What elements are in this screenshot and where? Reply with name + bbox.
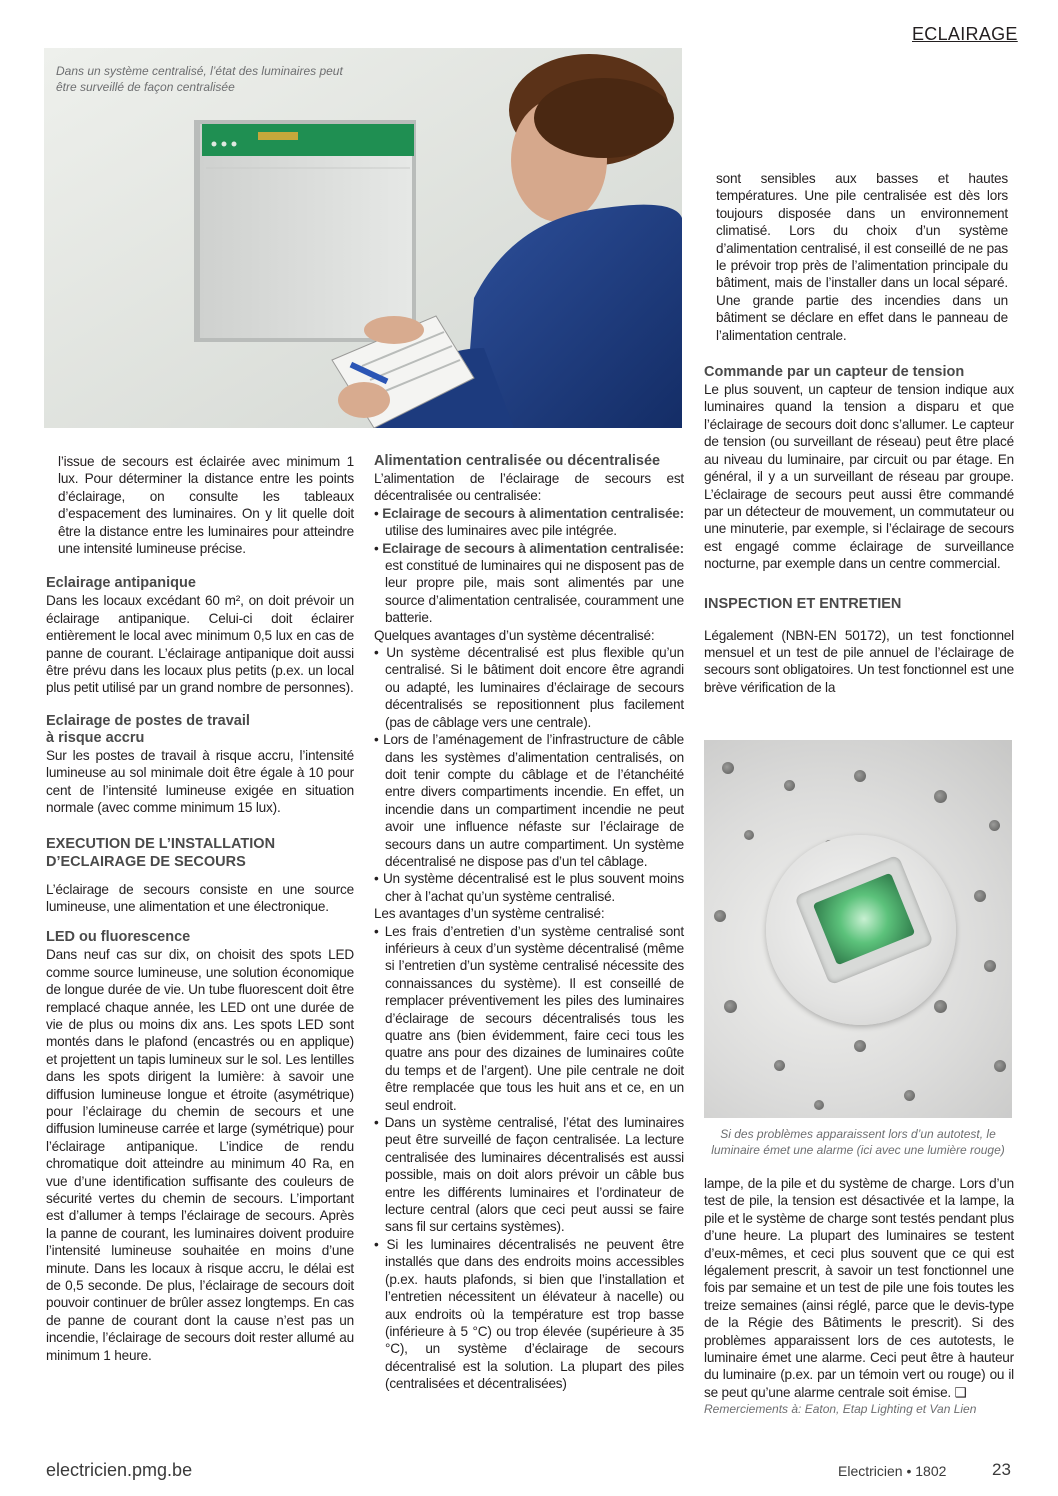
heading-antipanique: Eclairage antipanique [46, 575, 196, 592]
bullet-alim-2: • Eclairage de secours à alimentation centralisée: est constitué de luminaires qui ne disposent pas de leur propre pile, mais sont alimentés par une source d’alimentation centralisée, couramment une batterie. [374, 540, 684, 626]
column-2 [374, 453, 684, 1393]
bullet-alim-1: • Eclairage de secours à alimentation centralisée: utilise des luminaires avec pile intégrée. [374, 505, 684, 539]
bullet-dec-3-text: Un système décentralisé est le plus souvent moins cher à l’achat qu’un système centralisé. [382, 871, 684, 904]
para-execution: L’éclairage de secours consiste en une source lumineuse, une alimentation et une électronique. [46, 881, 354, 914]
para-decentralise: Quelques avantages d’un système décentralisé: [374, 627, 655, 643]
ceiling-hole [984, 960, 996, 972]
bullet-cen-2: • Dans un système centralisé, l’état des luminaires peut être surveillé de façon centralisée. La lecture centralisée des luminaires décentralisés est aussi possible, mais on doit alors prévoir un câble bus entre les différents luminaires et l’ordinateur de lecture central (alors que ceci peut aussi se faire sans fil sur certains systèmes). [374, 1115, 684, 1235]
col3-intro: sont sensibles aux basses et hautes températures. Une pile centralisée est dès lors toujours disposée dans un environnement climatisé. Lors du choix d’un système d’alimentation centralisé, il est conseillé de ne pas le prévoir trop près de l’alimentation principale du bâtiment, mais de l’installer dans un local séparé. Une grande partie des incendies dans un bâtiment se déclare en effet dans le panneau de l’alimentation centrale. [716, 171, 1008, 343]
para-antipanique: Dans les locaux excédant 60 m², on doit prévoir un éclairage antipanique. Celui-ci doit éclairer entièrement le local avec minimum 0,5 lux en cas de panne de courant. L’éclairage antipanique doit aussi être prévu dans les locaux plus petits (p.ex. un local plus petit utilisé par un grand nombre de personnes). [46, 593, 354, 696]
bullet-dec-1-text: Un système décentralisé est plus flexible qu’un centralisé. Si le bâtiment doit encore être agrandi ou adapté, les luminaires d’éclairage de secours décentralisés se repositionnent plus facilement (pas de câblage vers une centrale). [385, 645, 684, 730]
photo2-caption: Si des problèmes apparaissent lors d’un autotest, le luminaire émet une alarme (ici avec une lumière rouge) [711, 1127, 1005, 1157]
para-centralise: Les avantages d’un système centralisé: [374, 906, 605, 922]
ceiling-hole [934, 1000, 947, 1013]
bullet-alim-2-text: est constitué de luminaires qui ne disposent pas de leur propre pile, mais sont alimentés par une source d’alimentation centralisée, couramment une batterie. [385, 558, 684, 626]
ceiling-hole [724, 1000, 737, 1013]
bullet-dec-1: • Un système décentralisé est plus flexible qu’un centralisé. Si le bâtiment doit encore être agrandi ou adapté, les luminaires d’éclairage de secours décentralisés se repositionnent plus facilement (pas de câblage vers une centrale). [374, 645, 684, 730]
para-led: Dans neuf cas sur dix, on choisit des spots LED comme source lumineuse, une solution économique de longue durée de vie. Un tube fluorescent doit être remplacé chaque année, les LED ont une durée de vie de plus ou moins dix ans. Les spots LED sont montés dans le plafond (encastrés ou en applique) et projettent un tapis lumineux sur le sol. Les lentilles dans les spots dirigent la lumière: à savoir une diffusion lumineuse longue et étroite (asymétrique) pour l’éclairage du chemin de secours et une diffusion lumineuse carrée et large (symétrique) pour l’éclairage antipanique. L’indice de rendu chromatique doit atteindre au minimum 40 Ra, en vue d’une identification suffisante des couleurs de sécurité vertes du chemin de secours. L’important est d’allumer à temps l’éclairage de secours. Après la panne de courant, les luminaires doivent produire l’intensité lumineuse souhaitée en moins d’une minute. Dans les locaux à risque accru, le délai est de 0,5 seconde. De plus, l’éclairage de secours doit pouvoir continuer de brûler assez longtemps. En cas de panne de courant dont la cause n’est pas un incendie, l’éclairage de secours doit rester allumé au minimum 1 heure. [46, 947, 354, 1363]
column-1 [46, 453, 354, 1364]
para-inspection: Légalement (NBN-EN 50172), un test fonctionnel mensuel et un test de pile annuel de l’éclairage de secours sont obligatoires. Un test fonctionnel est une brève vérification de la [704, 627, 1014, 695]
ceiling-hole [904, 1090, 915, 1101]
column-3-bottom [704, 1175, 1014, 1417]
ceiling-hole [722, 762, 734, 774]
bullet-cen-1-text: Les frais d’entretien d’un système centralisé sont inférieurs à ceux d’un système décentralisé (même si l’entretien d’un système centralisé nécessite des connaissances du système). Il est conseillé de remplacer préventivement les piles des luminaires d’éclairage de secours décentralisés tous les quatre ans (bien évidemment, faire ceci tous les quatre ans pour des dizaines de luminaires coûte du temps et de l’argent). Une pile centrale ne doit être remplacée que tous les huit ans et ce, en un seul endroit. [384, 923, 684, 1113]
photo-central-monitoring [44, 48, 682, 428]
para-final [704, 1175, 1014, 1401]
photo1-caption: Dans un système centralisé, l’état des luminaires peut être surveillé de façon centralisée [56, 64, 343, 94]
bullet-dec-2-text: Lors de l’aménagement de l’infrastructure de câble dans les systèmes d’alimentation centralisés, on doit tenir compte du câblage et de l’étanchéité entre divers compartiments incendie. En effet, un incendie dans un compartiment incendie ne peut avoir une influence néfaste sur l’éclairage de secours dans un autre compartiment. Un système décentralisé ne dispose pas d’un tel câblage. [383, 732, 684, 869]
page-number: 23 [992, 1460, 1011, 1479]
bullet-dec-2: • Lors de l’aménagement de l’infrastructure de câble dans les systèmes d’alimentation centralisés, on doit tenir compte du câblage et de l’étanchéité entre divers compartiments incendie. En effet, un incendie dans un compartiment incendie ne peut avoir une influence néfaste sur l’éclairage de secours dans un autre compartiment. Un système décentralisé ne dispose pas d’un tel câblage. [374, 732, 684, 869]
photo-ceiling-luminaire [704, 740, 1012, 1118]
heading-execution-1: EXECUTION DE L’INSTALLATION [46, 835, 276, 852]
heading-execution-2: D’ECLAIRAGE DE SECOURS [46, 853, 246, 870]
heading-inspection: INSPECTION ET ENTRETIEN [704, 595, 902, 612]
end-mark: ❑ [954, 1384, 967, 1400]
ceiling-hole [854, 1040, 866, 1052]
ceiling-hole [974, 890, 986, 902]
heading-alimentation: Alimentation centralisée ou décentralisée [374, 453, 661, 469]
ceiling-hole [994, 1060, 1006, 1072]
ceiling-hole [854, 770, 866, 782]
para-postes: Sur les postes de travail à risque accru, l’intensité lumineuse au sol minimale doit être égale à 10 pour cent de l’intensité lumineuse exigée en situation normale (avec comme minimum 15 lux). [46, 747, 354, 816]
ceiling-hole [814, 1100, 824, 1110]
para-alimentation: L’alimentation de l’éclairage de secours est décentralisée ou centralisée: [374, 471, 684, 504]
ceiling-hole [714, 910, 726, 922]
bullet-dec-3: • Un système décentralisé est le plus souvent moins cher à l’achat qu’un système centralisé. [374, 871, 684, 904]
para-final-text: lampe, de la pile et du système de charge. Lors d’un test de pile, la tension est désactivée et la lampe, la pile et le système de charge sont testés pendant plus d’une heure. La plupart des luminaires se testent d’eux-mêmes, et ceci plus souvent que ce qui est légalement prescrit, à savoir un test fonctionnel une fois par semaine et un test de pile une fois toutes les treize semaines (ainsi réglé, parce que le devis-type de la Régie des Bâtiments le prescrit). Si des problèmes apparaissent lors de ces autotests, le luminaire émet une alarme. Ceci peut être à hauteur du luminaire (p.ex. par un témoin vert ou rouge) ou il se peut qu’une alarme centrale soit émise. [704, 1176, 1014, 1400]
ceiling-hole [744, 830, 754, 840]
bullet-alim-1-bold: Eclairage de secours à alimentation centralisée: [382, 505, 684, 521]
footer-url[interactable]: electricien.pmg.be [46, 1460, 193, 1480]
thanks-note: Remerciements à: Eaton, Etap Lighting et Van Lien [704, 1402, 977, 1417]
heading-postes-2: à risque accru [46, 729, 145, 746]
ceiling-hole [934, 790, 947, 803]
heading-led: LED ou fluorescence [46, 929, 191, 946]
bullet-alim-1-text: utilise des luminaires avec pile intégrée. [385, 523, 617, 539]
section-title: ECLAIRAGE [912, 24, 1018, 44]
col1-intro: l’issue de secours est éclairée avec minimum 1 lux. Pour déterminer la distance entre les points d’éclairage, on consulte les tableaux d’espacement des luminaires. On y lit quelle doit être la distance entre les luminaires pour atteindre une intensité lumineuse précise. [58, 454, 354, 557]
central-panel-illustration [44, 48, 682, 428]
ceiling-hole [989, 820, 1000, 831]
footer-magazine: Electricien • 1802 [838, 1463, 947, 1479]
ceiling-hole [784, 780, 795, 791]
bullet-cen-2-text: Dans un système centralisé, l’état des luminaires peut être surveillé de façon centralisée. La lecture centralisée des luminaires décentralisés est aussi possible, mais on doit alors prévoir un câble bus entre les différents luminaires et l’ordinateur de lecture central (alors que ceci peut aussi se faire sans fil sur certains systèmes). [384, 1115, 684, 1235]
para-capteur: Le plus souvent, un capteur de tension indique aux luminaires quand la tension a disparu et que l’éclairage de secours doit donc s’allumer. Le capteur de tension (ou surveillant de réseau) peut être placé au niveau du luminaire, par circuit ou par étage. En général, il y a un surveillant de réseau par groupe. L’éclairage de secours peut aussi être commandé par un détecteur de mouvement, un commutateur ou une minuterie, par exemple, si l’éclairage de secours est engagé comme éclairage de surveillance nocturne, par exemple dans un centre commercial. [704, 382, 1014, 572]
column-3 [704, 170, 1014, 696]
bullet-cen-1: • Les frais d’entretien d’un système centralisé sont inférieurs à ceux d’un système décentralisé (même si l’entretien d’un système centralisé nécessite des connaissances du système). Il est conseillé de remplacer préventivement les piles des luminaires d’éclairage de secours décentralisés tous les quatre ans (bien évidemment, faire ceci tous les quatre ans pour des dizaines de luminaires coûte du temps et de l’argent). Une pile centrale ne doit être remplacée que tous les huit ans et ce, en un seul endroit. [374, 923, 684, 1113]
heading-capteur: Commande par un capteur de tension [704, 364, 965, 381]
bullet-cen-3-text: Si les luminaires décentralisés ne peuvent être installés que dans des endroits moins accessibles (p.ex. hauts plafonds, si bien que l’installation et l’entretien nécessitent un élévateur à nacelle) ou aux endroits où la température est trop basse (inférieure à 5 °C) ou trop élevée (supérieure à 35 °C), un système d’éclairage de secours décentralisé est la solution. La plupart des piles (centralisées et décentralisées) [385, 1236, 684, 1392]
bullet-alim-2-bold: Eclairage de secours à alimentation centralisée: [382, 540, 684, 556]
bullet-cen-3: • Si les luminaires décentralisés ne peuvent être installés que dans des endroits moins accessibles (p.ex. hauts plafonds, si bien que l’installation et l’entretien nécessitent un élévateur à nacelle) ou aux endroits où la température est trop basse (inférieure à 5 °C) ou trop élevée (supérieure à 35 °C), un système d’éclairage de secours décentralisé est la solution. La plupart des piles (centralisées et décentralisées) [374, 1236, 684, 1392]
ceiling-hole [774, 1060, 785, 1071]
heading-postes-1: Eclairage de postes de travail [46, 712, 250, 729]
